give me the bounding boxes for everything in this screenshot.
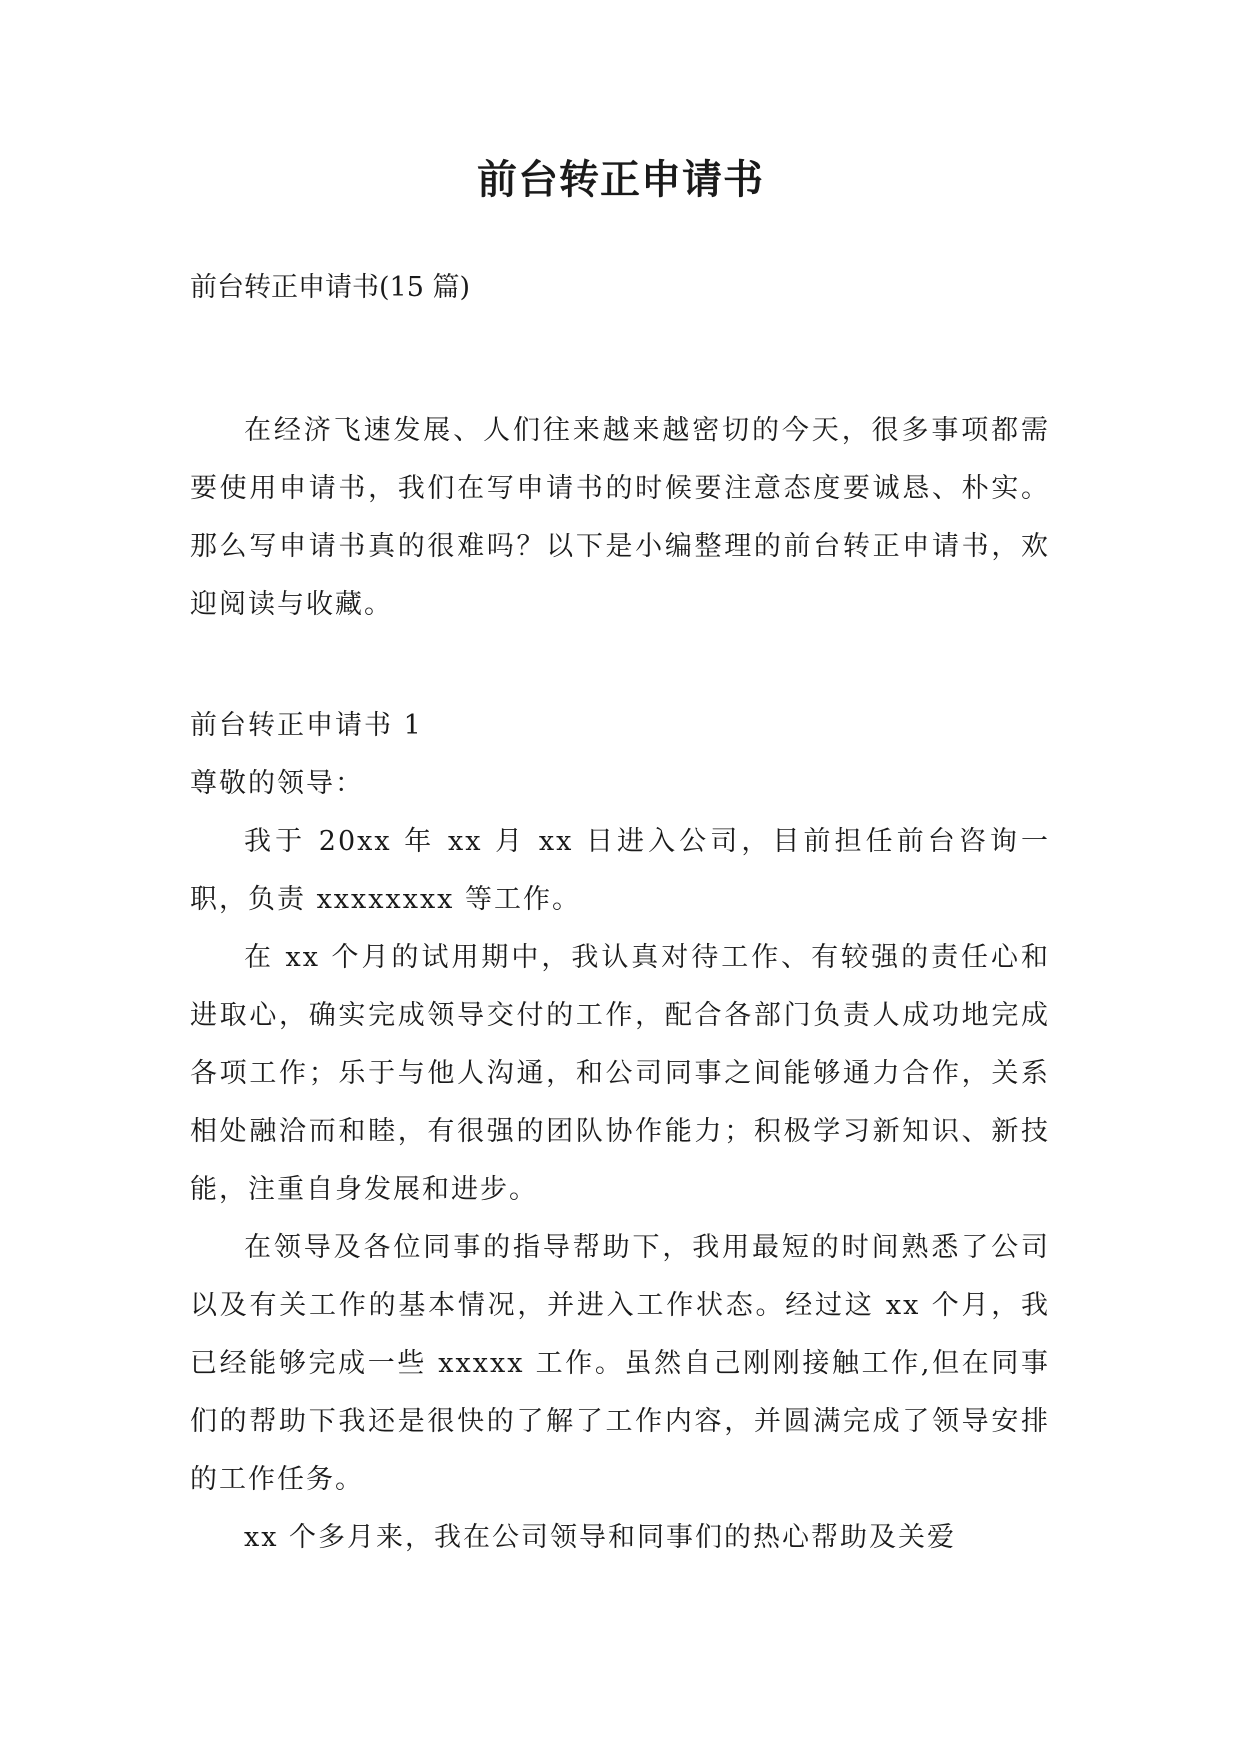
document-title: 前台转正申请书: [477, 157, 764, 203]
body-paragraph: xx 个多月来，我在公司领导和同事们的热心帮助及关爱: [244, 1522, 957, 1553]
letter-section: [190, 697, 1050, 1567]
intro-block: [190, 402, 1050, 634]
intro-paragraph: 在经济飞速发展、人们往来越来越密切的今天，很多事项都需要使用申请书，我们在写申请书的时候要注意态度要诚恳、朴实。那么写申请书真的很难吗？以下是小编整理的前台转正申请书，欢迎阅读与收藏。: [190, 415, 1050, 620]
document-subtitle: 前台转正申请书(15 篇): [190, 272, 471, 303]
salutation: 尊敬的领导：: [190, 768, 364, 799]
body-paragraph: 在领导及各位同事的指导帮助下，我用最短的时间熟悉了公司以及有关工作的基本情况，并进入工作状态。经过这 xx 个月，我已经能够完成一些 xxxxx 工作。虽然自己刚刚接触工作,但在同事们的帮助下我还是很快的了解了工作内容，并圆满完成了领导安排的工作任务。: [190, 1232, 1050, 1495]
body-paragraph: 我于 20xx 年 xx 月 xx 日进入公司，目前担任前台咨询一职，负责 xxxxxxxx 等工作。: [190, 826, 1050, 915]
body-paragraph: 在 xx 个月的试用期中，我认真对待工作、有较强的责任心和进取心，确实完成领导交付的工作，配合各部门负责人成功地完成各项工作；乐于与他人沟通，和公司同事之间能够通力合作，关系相处融洽而和睦，有很强的团队协作能力；积极学习新知识、新技能，注重自身发展和进步。: [190, 942, 1050, 1205]
section-heading: 前台转正申请书 1: [190, 710, 423, 741]
